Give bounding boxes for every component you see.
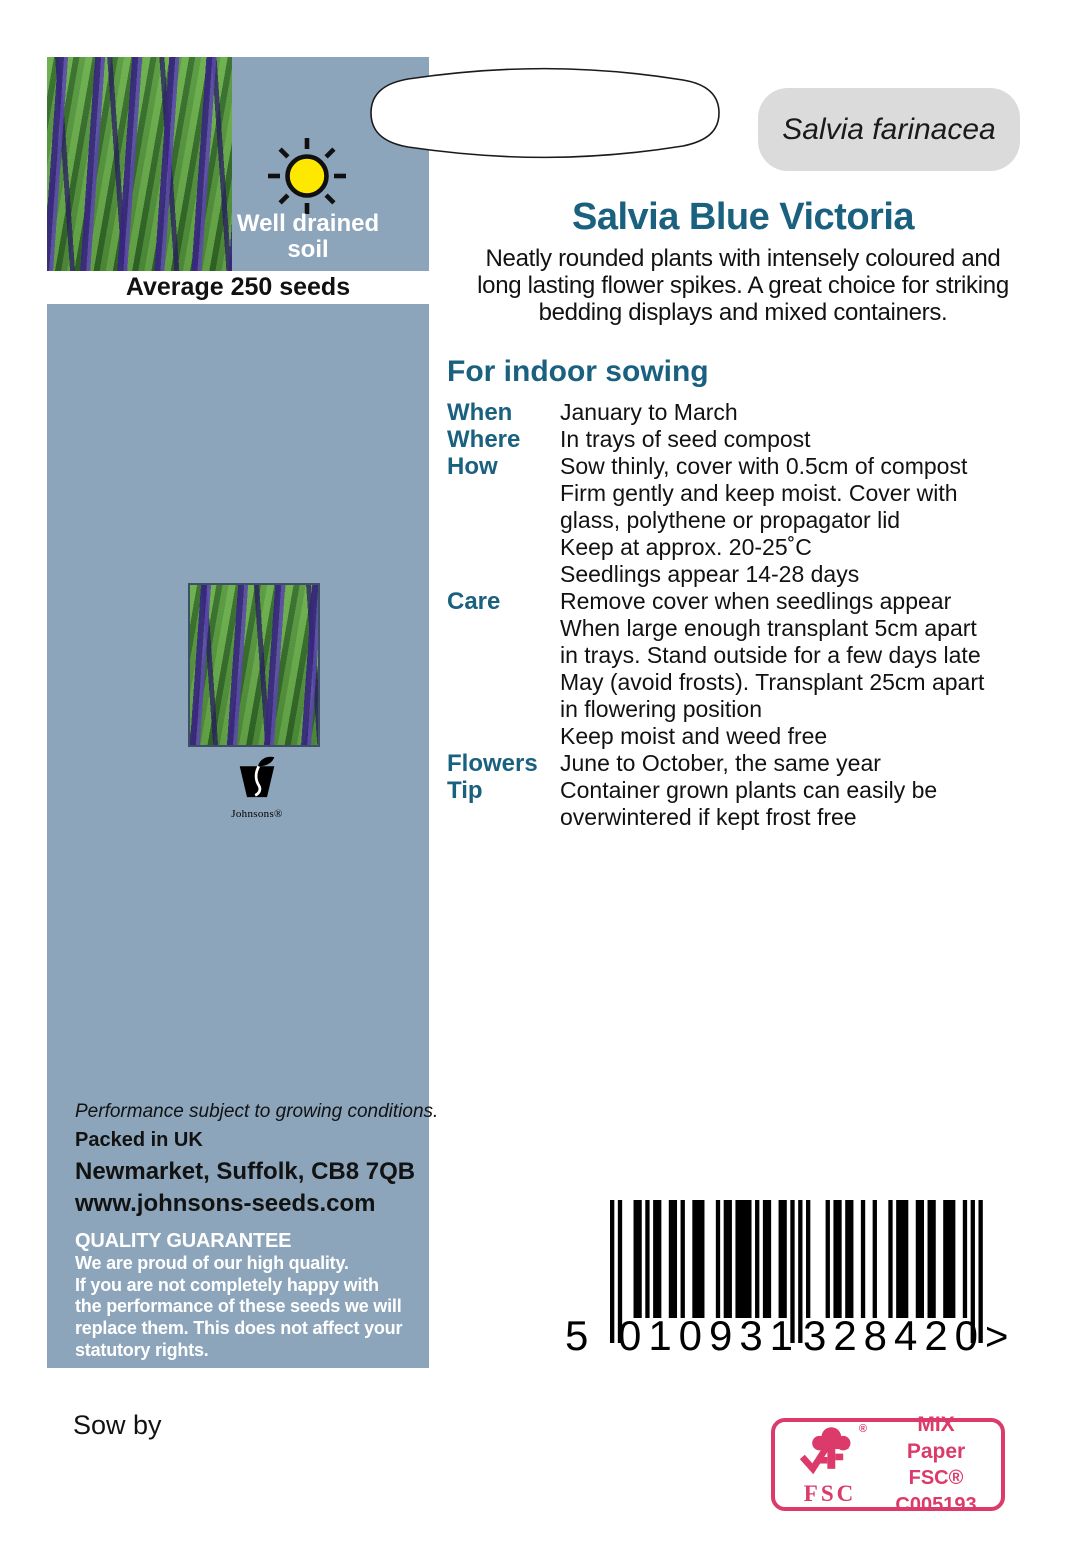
- fsc-registered-mark: ®: [858, 1422, 867, 1435]
- sowing-row: [447, 426, 1053, 453]
- barcode-svg: [563, 1200, 1013, 1360]
- johnsons-logo: [214, 756, 300, 820]
- sowing-row-text: [560, 426, 811, 453]
- sun-icon: [265, 134, 349, 218]
- description-line: long lasting flower spikes. A great choice for striking: [477, 272, 1009, 299]
- sowing-row-text: [560, 750, 881, 777]
- sowing-row: [447, 453, 1053, 588]
- seed-count-strip: Average 250 seeds: [47, 271, 429, 304]
- barcode: [563, 1200, 1013, 1365]
- sowing-text-line: Firm gently and keep moist. Cover with: [560, 480, 958, 506]
- description-line: Neatly rounded plants with intensely coloured and: [485, 245, 1001, 272]
- guarantee-line: replace them. This does not affect your: [75, 1318, 403, 1339]
- quality-guarantee: [75, 1231, 420, 1362]
- soil-label-line2: soil: [287, 236, 329, 263]
- packed-in-uk: Packed in UK: [75, 1129, 203, 1151]
- sowing-text-line: January to March: [560, 399, 738, 425]
- sowing-text-line: Sow thinly, cover with 0.5cm of compost: [560, 453, 968, 479]
- sowing-text-line: Keep moist and weed free: [560, 723, 828, 749]
- fsc-tree-icon: [797, 1425, 863, 1477]
- sowing-row-label: When: [447, 399, 513, 426]
- brand-name: Johnsons®: [231, 808, 283, 820]
- sowing-text-line: in flowering position: [560, 696, 763, 722]
- fsc-license: FSC® C005193: [895, 1466, 977, 1516]
- website: www.johnsons-seeds.com: [75, 1190, 376, 1217]
- sun-icon-svg: [265, 134, 349, 218]
- sowing-text-line: Container grown plants can easily be: [560, 777, 938, 803]
- barcode-left-digits: 010931: [618, 1312, 793, 1359]
- guarantee-line: statutory rights.: [75, 1339, 209, 1360]
- flower-photo-large: [47, 57, 232, 271]
- sowing-row-label: Tip: [447, 777, 483, 804]
- sowing-table: [447, 399, 1053, 831]
- sowing-text-line: overwintered if kept frost free: [560, 804, 857, 830]
- sowing-row-label: How: [447, 453, 498, 480]
- guarantee-line: the performance of these seeds we will: [75, 1296, 402, 1317]
- guarantee-line: We are proud of our high quality.: [75, 1252, 349, 1273]
- page-title: Salvia Blue Victoria: [571, 196, 915, 238]
- quality-guarantee-heading: QUALITY GUARANTEE: [75, 1230, 292, 1252]
- botanical-name-pill: Salvia farinacea: [758, 88, 1020, 171]
- quality-guarantee-text: [75, 1253, 420, 1362]
- sowing-row: [447, 399, 1053, 426]
- sowing-row-text: [560, 777, 937, 831]
- sowing-heading: For indoor sowing: [447, 355, 709, 388]
- description: [440, 245, 1046, 326]
- address: Newmarket, Suffolk, CB8 7QB: [75, 1158, 416, 1185]
- fsc-acronym: FSC: [803, 1480, 857, 1506]
- sowing-text-line: June to October, the same year: [560, 750, 881, 776]
- sowing-row-text: [560, 453, 967, 588]
- sowing-row: [447, 777, 1053, 831]
- sowing-text-line: Keep at approx. 20-25˚C: [560, 534, 812, 560]
- description-line: bedding displays and mixed containers.: [538, 299, 948, 326]
- sowing-row-label: Flowers: [447, 750, 538, 777]
- fsc-paper-label: Paper: [906, 1439, 966, 1463]
- sowing-row: [447, 750, 1053, 777]
- sowing-text-line: in trays. Stand outside for a few days late: [560, 642, 981, 668]
- guarantee-line: If you are not completely happy with: [75, 1274, 379, 1295]
- sowing-text-line: In trays of seed compost: [560, 426, 811, 452]
- fsc-labels: [879, 1411, 993, 1519]
- fsc-logo: [787, 1422, 873, 1506]
- sowing-text-line: glass, polythene or propagator lid: [560, 507, 901, 533]
- hang-hole: [361, 63, 729, 165]
- barcode-trailer: >: [985, 1315, 1009, 1359]
- sowing-row-label: Care: [447, 588, 501, 615]
- performance-note: Performance subject to growing conditions.: [75, 1101, 439, 1122]
- sowing-row-text: [560, 399, 738, 426]
- sow-by-label: Sow by: [73, 1410, 162, 1440]
- flower-photo-small: [188, 583, 320, 747]
- plant-pot-icon: [237, 756, 277, 802]
- sowing-text-line: Seedlings appear 14-28 days: [560, 561, 860, 587]
- sowing-row: [447, 588, 1053, 750]
- barcode-right-digits: 328420: [803, 1312, 978, 1359]
- barcode-lead-digit: 5: [565, 1312, 589, 1359]
- sowing-text-line: Remove cover when seedlings appear: [560, 588, 952, 614]
- sowing-row-label: Where: [447, 426, 521, 453]
- soil-requirement-label: [227, 211, 389, 263]
- fsc-mix-label: MIX: [917, 1412, 955, 1436]
- sowing-text-line: When large enough transplant 5cm apart: [560, 615, 977, 641]
- fsc-badge: [771, 1412, 1005, 1516]
- sowing-text-line: May (avoid frosts). Transplant 25cm apart: [560, 669, 985, 695]
- sowing-row-text: [560, 588, 984, 750]
- soil-label-line1: Well drained: [236, 210, 380, 237]
